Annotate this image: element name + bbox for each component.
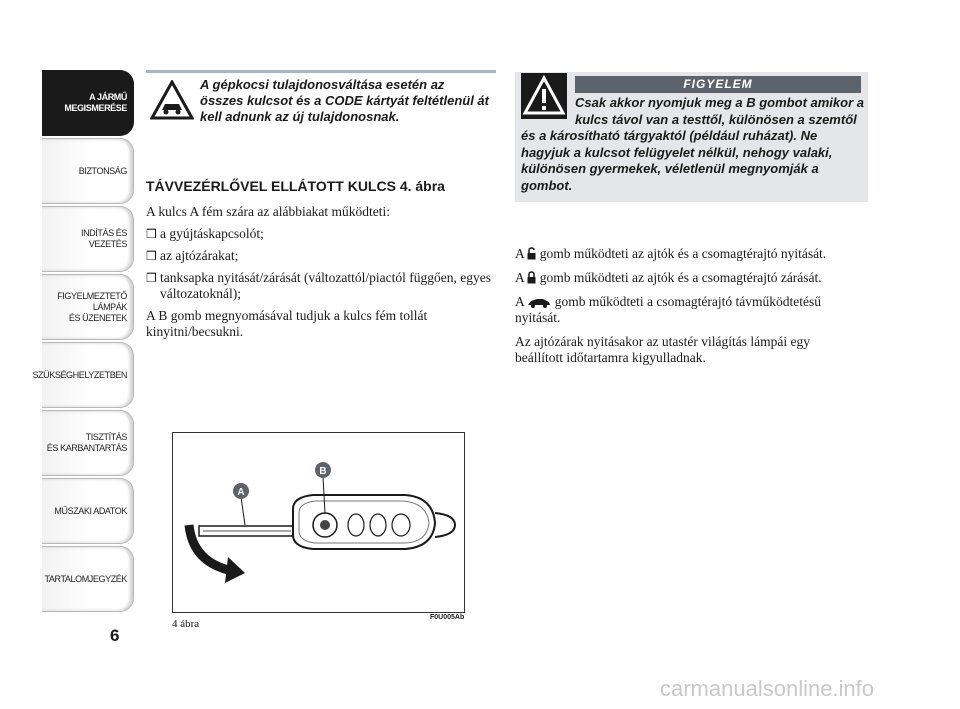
tab-inditas-es-vezetes[interactable] (42, 206, 134, 272)
page-number: 6 (110, 626, 120, 645)
trunk-paragraph (515, 294, 860, 326)
key-figure (172, 432, 465, 613)
ownership-note (146, 77, 491, 125)
suffix: gomb működteti a csomagtérajtó távműködtetésű nyitását. (515, 294, 821, 325)
car-trunk-icon (527, 297, 551, 308)
top-rule (146, 70, 496, 73)
trunk-button (392, 514, 410, 536)
tab-label: SZÜKSÉGHELYZETBEN (32, 369, 127, 380)
tab-label: INDÍTÁS ÉS VEZETÉS (80, 228, 127, 249)
car-warning-icon (150, 80, 194, 120)
label-a: A (237, 487, 245, 498)
list-item (146, 226, 491, 242)
figure-code: F0U005Ab (430, 614, 465, 621)
bullet-icon: ❒ (146, 271, 157, 285)
section-title (146, 178, 445, 194)
tab-tisztitas-es-karbantartas[interactable] (42, 410, 134, 476)
tab-szukseghelyzetben[interactable] (32, 342, 134, 408)
section-title-text: TÁVVEZÉRLŐVEL ELLÁTOTT KULCS (146, 178, 396, 194)
tab-label: MŰSZAKI ADATOK (54, 505, 127, 516)
prefix: A (515, 294, 528, 309)
tab-label: TARTALOMJEGYZÉK (44, 573, 127, 584)
tab-tartalomjegyzek[interactable] (42, 546, 134, 612)
lock-paragraph (515, 270, 860, 286)
list-item (146, 248, 491, 264)
suffix: gomb működteti az ajtók és a csomagtérajtó zárását. (536, 270, 822, 285)
figure-caption: 4 ábra (172, 618, 200, 630)
suffix: gomb működteti az ajtók és a csomagtérajtó nyitását. (536, 246, 827, 261)
prefix: A (515, 270, 528, 285)
section-fig-ref: 4. ábra (395, 178, 445, 194)
list-item (146, 270, 491, 302)
bullet-text: az ajtózárakat; (160, 248, 239, 263)
warning-header: FIGYELEM (575, 76, 861, 93)
warning-text: Csak akkor nyomjuk meg a B gombot amikor a kulcs távol van a testtől, különösen a szemtől és a károsítható tárgyaktól (például ruházat). Ne hagyjuk a kulcsot felügyelet nélkül, nehogy valaki, különösen gyermekek, véletlenül megnyomják a gombot. (521, 95, 864, 193)
key-description (146, 204, 491, 346)
label-b: B (319, 466, 327, 477)
tab-label: TISZTÍTÁS ÉS KARBANTARTÁS (46, 432, 127, 453)
tab-label: BIZTONSÁG (78, 165, 127, 176)
lock-button (370, 514, 386, 536)
bullet-icon: ❒ (146, 227, 157, 241)
prefix: A (515, 246, 528, 261)
warning-text-block (521, 95, 865, 194)
tab-jarmu-megismerese[interactable] (42, 70, 134, 136)
bullet-text: tanksapka nyitását/zárását (változattól/piactól függően, egyes változatoknál); (160, 270, 492, 301)
tab-label: A JÁRMŰ MEGISMERÉSE (64, 92, 127, 113)
tab-biztonsag[interactable] (42, 138, 134, 204)
ownership-note-text: A gépkocsi tulajdonosváltása esetén az összes kulcsot és a CODE kártyát feltétlenül át kell adnunk az új tulajdonosnak. (200, 77, 489, 124)
remote-buttons-description (515, 246, 860, 374)
tab-label: FIGYELMEZTETŐ LÁMPÁK ÉS ÜZENETEK (57, 290, 127, 323)
unlock-paragraph (515, 246, 860, 262)
bullet-text: a gyújtáskapcsolót; (160, 226, 264, 241)
interior-light-paragraph: Az ajtózárak nyitásakor az utastér világítás lámpái egy beállított időtartamra kigyulladnak. (515, 334, 811, 365)
tab-figyelmezteto-lampak[interactable] (42, 274, 134, 340)
intro-paragraph: A kulcs A fém szára az alábbiakat működteti: (146, 204, 391, 219)
bullet-icon: ❒ (146, 249, 157, 263)
unlock-button (348, 514, 364, 536)
outro-paragraph: A B gomb megnyomásával tudjuk a kulcs fém tollát kinyitni/becsukni. (146, 308, 428, 339)
chapter-sidebar (32, 70, 134, 614)
tab-muszaki-adatok[interactable] (42, 478, 134, 544)
flip-key-illustration (173, 433, 464, 612)
watermark: carmanualsonline.info (660, 676, 875, 701)
